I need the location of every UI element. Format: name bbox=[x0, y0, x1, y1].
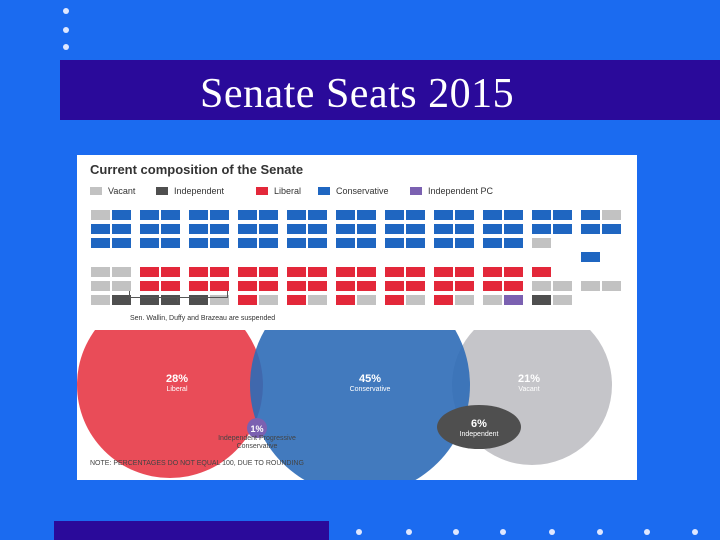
seat-conservative bbox=[308, 224, 327, 234]
seat-liberal bbox=[287, 281, 306, 291]
conservative-label: Conservative bbox=[349, 386, 391, 393]
independent-pc-pct: 1% bbox=[250, 424, 264, 434]
seat-conservative bbox=[532, 210, 551, 220]
legend-swatch-liberal bbox=[256, 187, 268, 195]
legend-item-vacant bbox=[90, 185, 135, 197]
seat-conservative bbox=[385, 210, 404, 220]
seat-independent-pc bbox=[504, 295, 523, 305]
vacant-pct: 21% bbox=[517, 373, 541, 385]
seat-conservative bbox=[140, 210, 159, 220]
seat-conservative bbox=[336, 224, 355, 234]
conservative-circle bbox=[250, 330, 470, 480]
seat-conservative bbox=[357, 224, 376, 234]
bullet-dot bbox=[549, 529, 555, 535]
seat-conservative bbox=[434, 210, 453, 220]
seat-conservative bbox=[308, 238, 327, 248]
seat-vacant bbox=[602, 210, 621, 220]
seat-conservative bbox=[112, 238, 131, 248]
seat-vacant bbox=[259, 295, 278, 305]
liberal-circle bbox=[77, 330, 263, 478]
bullet-dot bbox=[356, 529, 362, 535]
seat-liberal bbox=[385, 281, 404, 291]
seat-conservative bbox=[210, 210, 229, 220]
seat-liberal bbox=[455, 281, 474, 291]
seat-vacant bbox=[553, 281, 572, 291]
legend-item-independent-pc bbox=[410, 185, 493, 197]
legend-item-liberal bbox=[256, 185, 301, 197]
seat-conservative bbox=[112, 224, 131, 234]
seat-liberal bbox=[434, 281, 453, 291]
bullet-dot bbox=[692, 529, 698, 535]
independent-pct: 6% bbox=[471, 418, 487, 430]
seat-vacant bbox=[581, 281, 600, 291]
infographic-heading: Current composition of the Senate bbox=[90, 162, 304, 177]
seat-vacant bbox=[112, 267, 131, 277]
seat-liberal bbox=[210, 281, 229, 291]
seat-conservative bbox=[406, 224, 425, 234]
seat-conservative bbox=[161, 210, 180, 220]
legend-item-independent bbox=[156, 185, 224, 197]
bullet-dot bbox=[453, 529, 459, 535]
legend-label: Independent PC bbox=[428, 186, 494, 196]
seat-conservative bbox=[259, 210, 278, 220]
seat-conservative bbox=[434, 224, 453, 234]
seat-vacant bbox=[602, 281, 621, 291]
seat-liberal bbox=[357, 267, 376, 277]
seat-liberal bbox=[308, 267, 327, 277]
seat-liberal bbox=[385, 267, 404, 277]
seat-conservative bbox=[504, 238, 523, 248]
seat-liberal bbox=[406, 281, 425, 291]
seat-liberal bbox=[483, 281, 502, 291]
seat-liberal bbox=[140, 281, 159, 291]
seat-conservative bbox=[406, 238, 425, 248]
seat-liberal bbox=[336, 295, 355, 305]
seat-liberal bbox=[189, 281, 208, 291]
bullet-dot bbox=[406, 529, 412, 535]
seat-conservative bbox=[140, 238, 159, 248]
independent-label: Independent bbox=[459, 431, 499, 438]
seat-conservative bbox=[483, 224, 502, 234]
bullet-dot bbox=[644, 529, 650, 535]
seat-liberal bbox=[238, 267, 257, 277]
bullet-dot bbox=[63, 8, 69, 14]
seat-vacant bbox=[91, 210, 110, 220]
seat-conservative bbox=[581, 210, 600, 220]
seat-conservative bbox=[385, 224, 404, 234]
legend-item-conservative bbox=[318, 185, 389, 197]
seat-conservative bbox=[483, 238, 502, 248]
legend-swatch-independent-pc bbox=[410, 187, 422, 195]
seat-conservative bbox=[140, 224, 159, 234]
legend-label: Liberal bbox=[274, 186, 302, 196]
seat-conservative bbox=[308, 210, 327, 220]
seat-vacant bbox=[91, 281, 110, 291]
seat-liberal bbox=[238, 295, 257, 305]
seat-conservative bbox=[91, 238, 110, 248]
bullet-dot bbox=[63, 27, 69, 33]
seat-conservative bbox=[406, 210, 425, 220]
venn-diagram bbox=[77, 330, 637, 480]
seat-liberal bbox=[504, 281, 523, 291]
seat-conservative bbox=[189, 210, 208, 220]
suspended-bracket-tick bbox=[177, 297, 178, 302]
seat-liberal bbox=[357, 281, 376, 291]
seat-conservative bbox=[112, 210, 131, 220]
suspended-note: Sen. Wallin, Duffy and Brazeau are suspended bbox=[130, 315, 276, 322]
seat-liberal bbox=[238, 281, 257, 291]
liberal-label: Liberal bbox=[166, 386, 188, 393]
bullet-dot bbox=[63, 44, 69, 50]
seat-conservative bbox=[259, 238, 278, 248]
seat-liberal bbox=[434, 267, 453, 277]
slide-title: Senate Seats 2015 bbox=[200, 71, 515, 117]
seat-liberal bbox=[259, 281, 278, 291]
seat-conservative bbox=[189, 238, 208, 248]
seat-conservative bbox=[357, 210, 376, 220]
seat-conservative bbox=[553, 210, 572, 220]
seat-conservative bbox=[504, 224, 523, 234]
seat-liberal bbox=[532, 267, 551, 277]
seat-conservative bbox=[259, 224, 278, 234]
seat-conservative bbox=[287, 238, 306, 248]
seat-liberal bbox=[259, 267, 278, 277]
conservative-pct: 45% bbox=[358, 373, 382, 385]
seat-liberal bbox=[434, 295, 453, 305]
seat-conservative bbox=[238, 238, 257, 248]
bullet-dot bbox=[597, 529, 603, 535]
seat-liberal bbox=[455, 267, 474, 277]
senate-infographic bbox=[77, 155, 637, 480]
seat-conservative bbox=[238, 224, 257, 234]
seat-conservative bbox=[553, 224, 572, 234]
seat-conservative bbox=[602, 224, 621, 234]
seat-conservative bbox=[336, 210, 355, 220]
seat-conservative bbox=[238, 210, 257, 220]
seat-conservative bbox=[455, 210, 474, 220]
seat-liberal bbox=[385, 295, 404, 305]
seat-conservative bbox=[210, 224, 229, 234]
seat-conservative bbox=[189, 224, 208, 234]
seat-conservative bbox=[210, 238, 229, 248]
suspended-bracket bbox=[129, 291, 228, 298]
seat-conservative bbox=[532, 224, 551, 234]
seat-vacant bbox=[357, 295, 376, 305]
seat-liberal bbox=[336, 267, 355, 277]
seat-conservative bbox=[455, 224, 474, 234]
legend-swatch-independent bbox=[156, 187, 168, 195]
seat-liberal bbox=[210, 267, 229, 277]
seat-vacant bbox=[483, 295, 502, 305]
seat-liberal bbox=[140, 267, 159, 277]
seat-independent bbox=[532, 295, 551, 305]
seat-conservative bbox=[434, 238, 453, 248]
seat-liberal bbox=[406, 267, 425, 277]
liberal-pct: 28% bbox=[165, 373, 189, 385]
seat-vacant bbox=[532, 238, 551, 248]
seat-vacant bbox=[308, 295, 327, 305]
seat-conservative bbox=[287, 224, 306, 234]
seat-liberal bbox=[161, 267, 180, 277]
seat-conservative bbox=[161, 238, 180, 248]
vacant-label: Vacant bbox=[518, 386, 540, 393]
bullet-dot bbox=[500, 529, 506, 535]
seat-liberal bbox=[189, 267, 208, 277]
seat-liberal bbox=[336, 281, 355, 291]
legend-label: Independent bbox=[174, 186, 225, 196]
seat-vacant bbox=[91, 267, 110, 277]
seat-conservative bbox=[91, 224, 110, 234]
seat-liberal bbox=[483, 267, 502, 277]
legend-swatch-vacant bbox=[90, 187, 102, 195]
seat-liberal bbox=[161, 281, 180, 291]
seat-liberal bbox=[287, 295, 306, 305]
seat-conservative bbox=[357, 238, 376, 248]
seat-vacant bbox=[553, 295, 572, 305]
footer-bar bbox=[54, 521, 329, 540]
seat-liberal bbox=[287, 267, 306, 277]
legend-swatch-conservative bbox=[318, 187, 330, 195]
seat-conservative bbox=[581, 224, 600, 234]
seat-vacant bbox=[406, 295, 425, 305]
independent-pc-label: Independent Progressive Conservative bbox=[218, 435, 296, 450]
seat-liberal bbox=[308, 281, 327, 291]
seat-conservative bbox=[581, 252, 600, 262]
seat-vacant bbox=[91, 295, 110, 305]
seat-conservative bbox=[385, 238, 404, 248]
seat-conservative bbox=[287, 210, 306, 220]
seat-conservative bbox=[455, 238, 474, 248]
seat-vacant bbox=[455, 295, 474, 305]
legend-label: Conservative bbox=[336, 186, 389, 196]
seat-conservative bbox=[483, 210, 502, 220]
footnote: NOTE: PERCENTAGES DO NOT EQUAL 100, DUE TO ROUNDING bbox=[90, 460, 304, 467]
seat-conservative bbox=[336, 238, 355, 248]
seat-vacant bbox=[532, 281, 551, 291]
seat-conservative bbox=[161, 224, 180, 234]
seat-liberal bbox=[504, 267, 523, 277]
seat-vacant bbox=[112, 281, 131, 291]
seat-conservative bbox=[504, 210, 523, 220]
legend-label: Vacant bbox=[108, 186, 136, 196]
